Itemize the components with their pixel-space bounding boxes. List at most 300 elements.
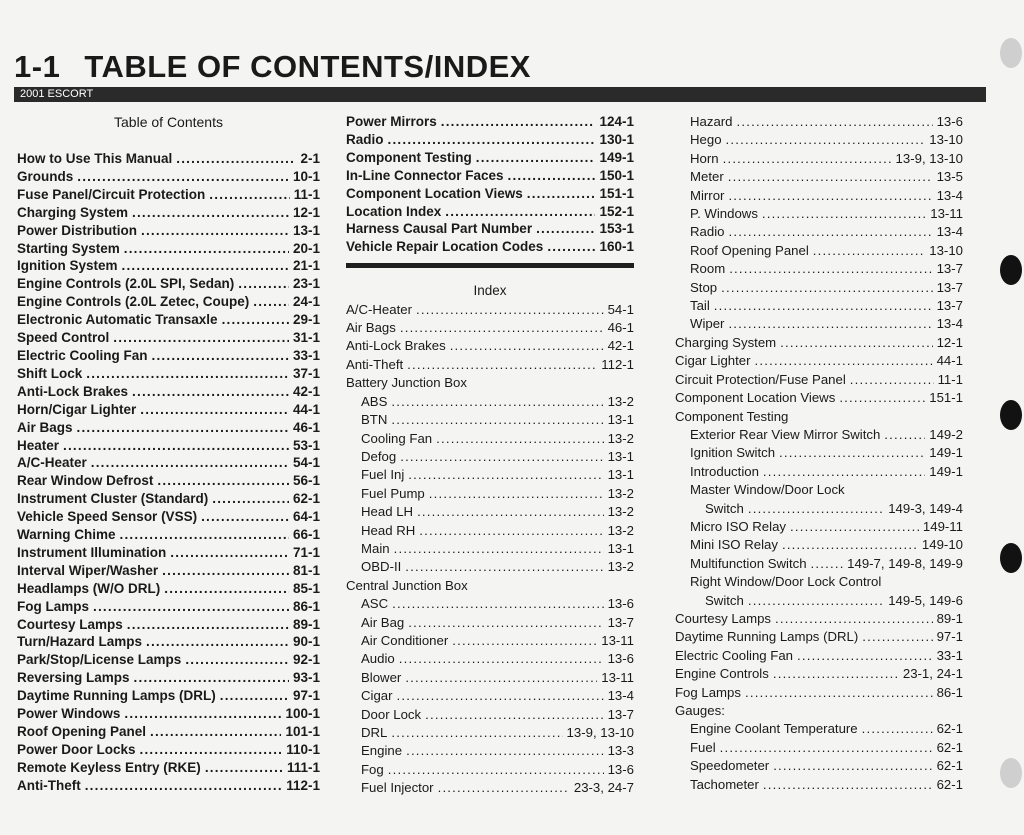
entry-row (17, 777, 320, 795)
entry-label: Anti-Lock Brakes (346, 338, 446, 354)
entry-row (675, 408, 963, 426)
entry-label: Power Distribution (17, 222, 138, 238)
entry-page: 13-7 (607, 706, 634, 722)
entry-page: 46-1 (607, 320, 634, 336)
entry-row (675, 628, 963, 646)
entry-label: Battery Junction Box (346, 375, 467, 391)
entry-row (346, 238, 634, 256)
dot-leader (132, 383, 289, 401)
entry-page: 13-10 (929, 242, 963, 258)
entry-label: Fuel (690, 739, 716, 755)
entry-label: ASC (361, 596, 389, 612)
entry-page: 151-1 (599, 185, 634, 201)
entry-label: Headlamps (W/O DRL) (17, 580, 161, 596)
entry-page: 151-1 (929, 390, 963, 406)
entry-page: 81-1 (292, 562, 320, 578)
entry-label: Electric Cooling Fan (675, 647, 794, 663)
dot-leader (91, 454, 289, 472)
entry-page: 13-4 (607, 688, 634, 704)
entry-page: 54-1 (607, 301, 634, 317)
entry-label: Remote Keyless Entry (RKE) (17, 759, 201, 775)
entry-row (675, 297, 963, 315)
entry-row (17, 311, 320, 329)
dot-leader (417, 503, 604, 521)
entry-row (675, 131, 963, 149)
entry-page: 149-5, 149-6 (888, 592, 963, 608)
binder-hole (1000, 255, 1022, 285)
entry-page: 130-1 (599, 131, 634, 147)
entry-label: Roof Opening Panel (17, 724, 147, 739)
entry-row (346, 724, 634, 742)
entry-row (675, 260, 963, 278)
entry-row (346, 669, 634, 687)
dot-leader (419, 522, 603, 540)
entry-row (17, 437, 320, 455)
dot-leader (763, 463, 925, 481)
entry-row (675, 352, 963, 370)
entry-label: Defog (361, 448, 397, 464)
entry-row (675, 279, 963, 297)
entry-row (675, 389, 963, 407)
entry-label: Mini ISO Relay (690, 537, 778, 553)
entry-label: Switch (705, 592, 744, 608)
entry-row (17, 472, 320, 490)
entry-row (346, 595, 634, 613)
entry-label: A/C-Heater (346, 301, 412, 317)
entry-page: 153-1 (599, 221, 634, 237)
entry-label: Cigar (361, 688, 393, 704)
entry-row (675, 444, 963, 462)
entry-page: 13-3 (607, 743, 634, 759)
dot-leader (436, 430, 603, 448)
entry-page: 13-1 (292, 222, 320, 238)
entry-page: 112-1 (286, 777, 320, 793)
entry-row (675, 187, 963, 205)
entry-page: 149-1 (929, 445, 963, 461)
entry-label: In-Line Connector Faces (346, 167, 504, 183)
dot-leader (813, 242, 925, 260)
entry-page: 62-1 (936, 739, 963, 755)
dot-leader (773, 757, 932, 775)
entry-row (17, 723, 320, 741)
entry-row (17, 508, 320, 526)
dot-leader (862, 628, 932, 646)
dot-leader (209, 186, 289, 204)
entry-label: Air Bag (361, 614, 405, 630)
entry-label: Horn (690, 150, 719, 166)
entry-row (17, 669, 320, 687)
entry-label: Fuse Panel/Circuit Protection (17, 186, 206, 202)
entry-page: 13-11 (601, 632, 634, 648)
dot-leader (748, 500, 884, 518)
entry-page: 21-1 (292, 258, 320, 274)
entry-label: Tachometer (690, 776, 759, 792)
entry-label: Charging System (17, 204, 129, 220)
entry-label: Multifunction Switch (690, 555, 807, 571)
entry-page: 37-1 (292, 365, 320, 381)
index-list-left (346, 301, 634, 798)
dot-leader (152, 347, 289, 365)
entry-page: 13-6 (607, 761, 634, 777)
entry-page: 13-7 (936, 279, 963, 295)
entry-row (346, 650, 634, 668)
dot-leader (93, 598, 289, 616)
dot-leader (122, 257, 289, 275)
entry-page: 64-1 (292, 509, 320, 525)
entry-row (17, 705, 320, 723)
entry-label: Fog Lamps (17, 598, 90, 614)
entry-label: Courtesy Lamps (17, 616, 123, 632)
dot-leader (779, 444, 925, 462)
entry-label: Introduction (690, 463, 759, 479)
entry-label: P. Windows (690, 206, 758, 222)
entry-row (346, 337, 634, 355)
entry-row (17, 490, 320, 508)
entry-row (17, 204, 320, 222)
dot-leader (729, 260, 932, 278)
entry-label: Meter (690, 169, 724, 185)
dot-leader (170, 544, 289, 562)
entry-page: 62-1 (936, 721, 963, 737)
entry-page: 149-1 (599, 149, 634, 165)
entry-label: Anti-Theft (346, 356, 404, 372)
dot-leader (721, 279, 932, 297)
entry-page: 53-1 (292, 437, 320, 453)
entry-row (346, 742, 634, 760)
entry-row (675, 205, 963, 223)
entry-label: Wiper (690, 316, 725, 332)
entry-page: 86-1 (936, 684, 963, 700)
entry-page: 149-11 (922, 518, 963, 534)
entry-row (675, 720, 963, 738)
entry-row (675, 647, 963, 665)
entry-label: Location Index (346, 203, 442, 219)
entry-page: 85-1 (292, 580, 320, 596)
dot-leader (782, 536, 918, 554)
entry-page: 90-1 (292, 634, 320, 650)
dot-leader (162, 562, 289, 580)
dot-leader (527, 185, 596, 203)
entry-row (17, 383, 320, 401)
entry-row (346, 503, 634, 521)
entry-label: Radio (346, 131, 384, 147)
entry-row (17, 150, 320, 168)
dot-leader (157, 472, 289, 490)
entry-label: Power Door Locks (17, 741, 136, 757)
entry-row (17, 365, 320, 383)
entry-row (675, 739, 963, 757)
dot-leader (850, 371, 934, 389)
entry-page: 13-4 (936, 187, 963, 203)
model-banner (14, 87, 986, 102)
entry-row (346, 614, 634, 632)
entry-page: 124-1 (599, 114, 634, 129)
entry-label: Park/Stop/License Lamps (17, 652, 182, 668)
entry-page: 13-2 (607, 504, 634, 520)
entry-label: Rear Window Defrost (17, 473, 154, 489)
entry-page: 100-1 (285, 706, 320, 722)
dot-leader (388, 761, 604, 779)
entry-page: 13-11 (930, 206, 963, 222)
entry-page: 71-1 (292, 544, 320, 560)
entry-page: 13-9, 13-10 (895, 150, 963, 166)
entry-page: 13-9, 13-10 (566, 725, 634, 740)
dot-leader (728, 187, 932, 205)
entry-label: Heater (17, 437, 60, 453)
entry-label: Exterior Rear View Mirror Switch (690, 426, 881, 442)
entry-label: Interval Wiper/Washer (17, 562, 159, 578)
dot-leader (140, 741, 283, 759)
entry-row (675, 150, 963, 168)
entry-label: Room (690, 261, 726, 277)
dot-leader (132, 204, 289, 222)
entry-row (17, 275, 320, 293)
entry-label: OBD-II (361, 559, 402, 575)
toc-continued-list (346, 113, 634, 256)
entry-page: 10-1 (292, 168, 320, 184)
entry-page: 111-1 (286, 759, 320, 775)
dot-leader (508, 167, 596, 185)
dot-leader (400, 319, 604, 337)
entry-label: Central Junction Box (346, 577, 468, 593)
entry-row (17, 293, 320, 311)
dot-leader (164, 580, 289, 598)
entry-label: Air Bags (17, 419, 73, 435)
entry-row (17, 580, 320, 598)
dot-leader (728, 168, 933, 186)
entry-label: Daytime Running Lamps (DRL) (675, 629, 859, 645)
entry-page: 12-1 (936, 334, 963, 350)
entry-page: 46-1 (292, 419, 320, 435)
entry-label: Warning Chime (17, 527, 116, 543)
index-heading: Index (473, 283, 507, 299)
entry-label: Head RH (361, 522, 416, 538)
dot-leader (452, 632, 597, 650)
dot-leader (391, 411, 603, 429)
entry-label: Component Location Views (675, 390, 836, 406)
entry-page: 66-1 (292, 527, 320, 543)
dot-leader (429, 485, 604, 503)
dot-leader (86, 365, 289, 383)
entry-row (675, 665, 963, 683)
entry-row (675, 518, 963, 536)
entry-row (17, 741, 320, 759)
entry-row (346, 220, 634, 238)
entry-row (675, 684, 963, 702)
dot-leader (445, 203, 595, 221)
dot-leader (775, 610, 933, 628)
entry-row (17, 257, 320, 275)
entry-label: Instrument Cluster (Standard) (17, 491, 209, 507)
dot-leader (397, 687, 604, 705)
entry-label: Speedometer (690, 758, 770, 774)
entry-label: Roof Opening Panel (690, 242, 809, 258)
entry-page: 97-1 (292, 688, 320, 704)
dot-leader (405, 558, 603, 576)
dot-leader (416, 301, 604, 319)
entry-row (346, 167, 634, 185)
entry-row (675, 757, 963, 775)
entry-label: Vehicle Repair Location Codes (346, 239, 544, 255)
page-number: 1-1 (14, 49, 61, 84)
dot-leader (85, 777, 282, 795)
entry-page: 152-1 (599, 203, 634, 219)
entry-label: Engine (361, 743, 403, 759)
entry-page: 13-6 (607, 596, 634, 612)
entry-label: Turn/Hazard Lamps (17, 634, 143, 650)
entry-row (17, 329, 320, 347)
entry-label: Engine Controls (675, 666, 769, 682)
dot-leader (391, 724, 562, 742)
entry-row (675, 315, 963, 333)
entry-label: Radio (690, 224, 725, 240)
entry-row (675, 242, 963, 260)
binder-hole (1000, 38, 1022, 68)
entry-page: 33-1 (292, 347, 320, 363)
dot-leader (388, 131, 596, 149)
entry-row (675, 573, 963, 591)
entry-label: Component Testing (346, 149, 472, 165)
dot-leader (780, 334, 932, 352)
dot-leader (773, 665, 899, 683)
entry-page: 44-1 (936, 353, 963, 369)
dot-leader (185, 651, 289, 669)
dot-leader (862, 720, 933, 738)
dot-leader (212, 490, 289, 508)
entry-page: 160-1 (599, 239, 634, 255)
entry-page: 13-1 (607, 448, 634, 464)
entry-label: Hazard (690, 114, 733, 129)
entry-row (675, 536, 963, 554)
entry-row (675, 592, 963, 610)
entry-label: Cigar Lighter (675, 353, 751, 369)
entry-page: 29-1 (292, 312, 320, 328)
index-list-right (675, 113, 963, 794)
dot-leader (394, 540, 604, 558)
dot-leader (450, 337, 604, 355)
toc-continued-column (346, 113, 634, 798)
entry-label: Engine Controls (2.0L Zetec, Coupe) (17, 294, 250, 310)
dot-leader (222, 311, 289, 329)
entry-page: 23-1 (292, 276, 320, 292)
entry-row (17, 401, 320, 419)
entry-label: A/C-Heater (17, 455, 87, 471)
entry-row (675, 481, 963, 499)
dot-leader (400, 448, 603, 466)
entry-page: 149-10 (921, 537, 963, 553)
entry-page: 89-1 (936, 610, 963, 626)
entry-row (17, 222, 320, 240)
entry-page: 13-4 (936, 224, 963, 240)
entry-page: 13-1 (607, 467, 634, 483)
entry-page: 11-1 (937, 371, 963, 387)
dot-leader (762, 205, 926, 223)
entry-row (17, 633, 320, 651)
entry-page: 23-3, 24-7 (573, 780, 634, 796)
dot-leader (790, 518, 919, 536)
entry-label: Fog Lamps (675, 684, 741, 700)
entry-row (675, 610, 963, 628)
entry-label: Head LH (361, 504, 414, 520)
dot-leader (728, 223, 932, 241)
entry-page: 56-1 (292, 473, 320, 489)
entry-page: 13-2 (607, 430, 634, 446)
entry-label: Courtesy Lamps (675, 610, 772, 626)
dot-leader (140, 401, 289, 419)
dot-leader (113, 329, 289, 347)
dot-leader (405, 669, 597, 687)
entry-row (346, 632, 634, 650)
entry-page: 92-1 (292, 652, 320, 668)
toc-column (17, 113, 320, 795)
entry-row (675, 371, 963, 389)
dot-leader (124, 705, 281, 723)
dot-leader (134, 669, 289, 687)
entry-row (346, 761, 634, 779)
entry-page: 20-1 (292, 240, 320, 256)
entry-page: 13-10 (929, 132, 963, 148)
dot-leader (238, 275, 289, 293)
entry-label: Gauges: (675, 703, 725, 718)
entry-page: 149-7, 149-8, 149-9 (847, 555, 963, 571)
title-text: TABLE OF CONTENTS/INDEX (84, 49, 531, 84)
dot-leader (425, 706, 603, 724)
entry-label: Stop (690, 279, 718, 295)
entry-row (17, 562, 320, 580)
entry-label: Blower (361, 669, 402, 685)
entry-row (346, 203, 634, 221)
entry-label: Fuel Injector (361, 780, 434, 796)
entry-page: 2-1 (300, 151, 320, 166)
entry-label: Main (361, 540, 390, 556)
section-divider (346, 263, 634, 268)
entry-row (675, 223, 963, 241)
entry-row (17, 168, 320, 186)
dot-leader (438, 779, 570, 797)
dot-leader (399, 650, 604, 668)
entry-page: 13-4 (936, 316, 963, 332)
dot-leader (408, 466, 603, 484)
entry-page: 13-2 (607, 393, 634, 409)
entry-label: Right Window/Door Lock Control (690, 574, 882, 590)
dot-leader (141, 222, 289, 240)
entry-row (346, 131, 634, 149)
dot-leader (77, 419, 289, 437)
entry-row (346, 706, 634, 724)
entry-label: Horn/Cigar Lighter (17, 401, 137, 417)
entry-label: Electric Cooling Fan (17, 347, 148, 363)
entry-row (17, 687, 320, 705)
entry-label: Grounds (17, 168, 74, 184)
entry-page: 13-11 (601, 669, 634, 685)
entry-row (346, 430, 634, 448)
dot-leader (737, 113, 933, 131)
entry-page: 13-7 (936, 261, 963, 277)
entry-row (346, 466, 634, 484)
dot-leader (201, 508, 289, 526)
binder-hole (1000, 400, 1022, 430)
entry-row (346, 185, 634, 203)
dot-leader (811, 555, 844, 573)
entry-label: Component Location Views (346, 185, 523, 201)
entry-label: Engine Coolant Temperature (690, 721, 858, 737)
entry-label: Instrument Illumination (17, 544, 167, 560)
toc-list (17, 150, 320, 795)
dot-leader (441, 113, 596, 131)
dot-leader (745, 684, 933, 702)
entry-row (346, 374, 634, 392)
entry-row (17, 526, 320, 544)
